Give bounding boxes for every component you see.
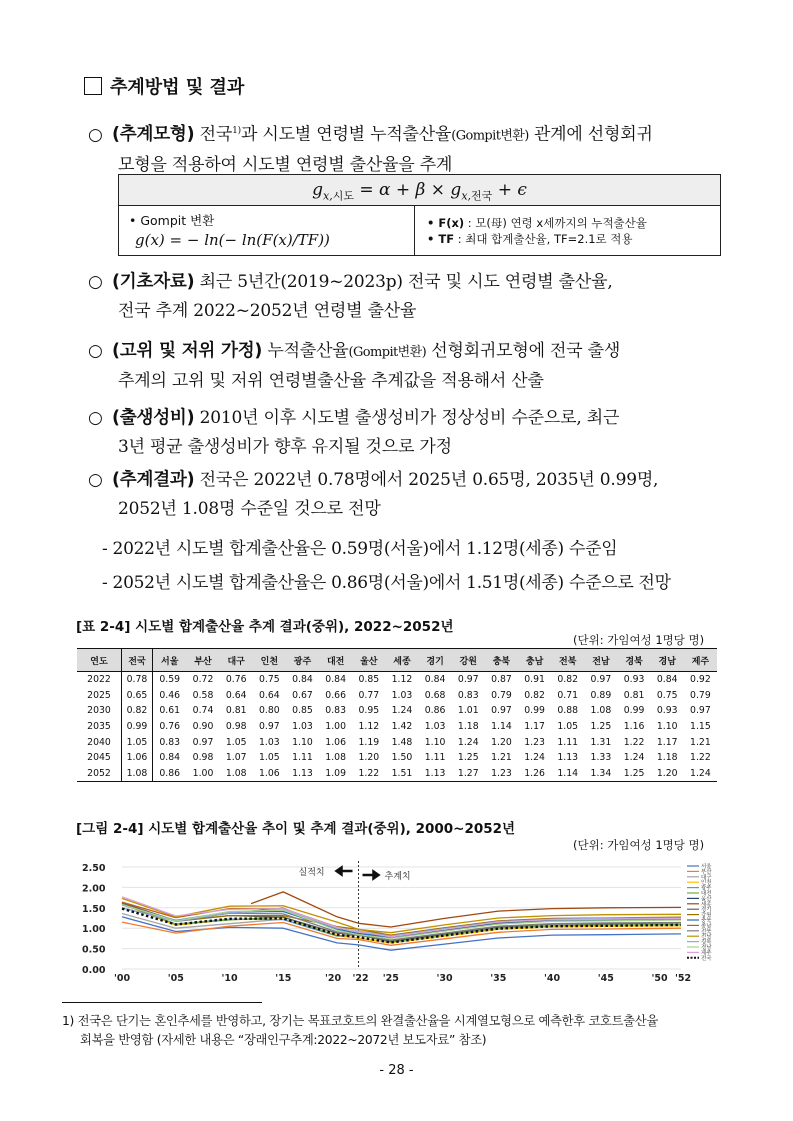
y-tick-label: 1.50 bbox=[82, 903, 106, 915]
table-cell: 1.13 bbox=[286, 766, 319, 782]
table-cell: 0.83 bbox=[325, 705, 346, 717]
y-tick-label: 0.50 bbox=[82, 944, 106, 956]
x-tick-label: '05 bbox=[167, 973, 184, 982]
table-cell: 1.20 bbox=[358, 752, 380, 764]
table-cell: 2025 bbox=[77, 688, 122, 704]
table-cell: 1.24 bbox=[524, 752, 545, 764]
circle-bullet-icon: ○ bbox=[88, 341, 103, 361]
circle-bullet-icon: ○ bbox=[88, 124, 103, 145]
table-cell: 0.87 bbox=[491, 674, 512, 686]
table-cell: 0.84 bbox=[656, 674, 678, 686]
table-cell: 0.72 bbox=[192, 674, 214, 686]
table-cell: 2052 bbox=[77, 766, 122, 782]
table-header-cell: 제주 bbox=[684, 649, 717, 672]
table-cell: 1.42 bbox=[391, 721, 413, 733]
table-cell: 1.26 bbox=[518, 766, 551, 782]
table-cell: 1.10 bbox=[424, 736, 446, 748]
circle-bullet-icon: ○ bbox=[88, 408, 103, 428]
table-row bbox=[77, 719, 717, 735]
table-header-cell: 서울 bbox=[153, 649, 187, 672]
right-arrow-icon bbox=[363, 872, 379, 879]
legend-label: 충북 bbox=[701, 918, 712, 924]
legend-label: 경북 bbox=[701, 939, 712, 946]
bullet-text: 과 시도별 연령별 누적출산율 bbox=[240, 124, 452, 145]
table-cell: 0.92 bbox=[690, 674, 711, 686]
table-cell: 0.82 bbox=[122, 703, 153, 719]
formula-value: : 모(母) 연령 x세까지의 누적출산율 bbox=[464, 216, 647, 230]
table-cell: 0.81 bbox=[225, 705, 247, 717]
checkbox-square-icon bbox=[84, 77, 102, 95]
table-caption: [표 2-4] 시도별 합계출산율 추계 결과(중위), 2022~2052년 bbox=[76, 619, 454, 635]
formula-main: $g_{x,시도} = \alpha + \beta \times g_{x,전국} + \epsilon$ bbox=[119, 175, 720, 206]
legend-label: 부산 bbox=[701, 869, 712, 876]
table-cell: 1.09 bbox=[319, 766, 352, 782]
table-cell: 0.97 bbox=[192, 736, 214, 748]
table-cell: 1.25 bbox=[617, 766, 650, 782]
table-row bbox=[77, 734, 717, 750]
table-cell: 1.05 bbox=[122, 734, 153, 750]
table-cell: 0.84 bbox=[424, 674, 446, 686]
table-cell: 0.81 bbox=[623, 689, 645, 701]
table-row bbox=[77, 766, 717, 782]
table-cell: 0.98 bbox=[192, 752, 214, 764]
table-header-cell: 전국 bbox=[122, 649, 153, 672]
table-cell: 0.74 bbox=[192, 705, 214, 717]
bullet-text: 2010년 이후 시도별 출생성비가 정상성비 수준으로, 최근 bbox=[194, 408, 620, 428]
table-header-cell: 전북 bbox=[551, 649, 584, 672]
formula-gompit bbox=[129, 211, 330, 249]
table-cell: 0.61 bbox=[159, 705, 181, 717]
table-cell: 0.91 bbox=[524, 674, 545, 686]
legend-label: 전남 bbox=[701, 934, 712, 941]
bullet-heading: (추계결과) bbox=[112, 470, 195, 490]
table-header-cell: 대구 bbox=[220, 649, 253, 672]
table-cell: 1.33 bbox=[590, 752, 612, 764]
table-cell: 0.82 bbox=[524, 689, 545, 701]
table-cell: 1.00 bbox=[325, 721, 346, 733]
table-cell: 0.86 bbox=[153, 766, 187, 782]
table-cell: 1.00 bbox=[186, 766, 219, 782]
table-cell: 1.03 bbox=[292, 721, 313, 733]
legend-label: 경남 bbox=[701, 945, 712, 951]
table-cell: 1.12 bbox=[391, 674, 413, 686]
table-cell: 1.48 bbox=[391, 736, 413, 748]
table-cell: 0.67 bbox=[292, 689, 313, 701]
formula-value: : 최대 합계출산율, TF=2.1로 적용 bbox=[454, 232, 633, 246]
table-cell: 1.06 bbox=[122, 750, 153, 766]
table-cell: 1.10 bbox=[656, 721, 678, 733]
table-cell: 1.08 bbox=[590, 705, 612, 717]
footnote-line: 1) 전국은 단기는 혼인추세를 반영하고, 장기는 목표코호트의 완결출산율을 시계열모형으로 예측한후 코호트출산율 bbox=[62, 1014, 658, 1028]
table-header-cell: 연도 bbox=[77, 649, 122, 672]
formula-key: • TF bbox=[427, 232, 455, 246]
x-tick-label: '35 bbox=[490, 973, 507, 982]
table-cell: 1.25 bbox=[590, 721, 612, 733]
table-cell: 2030 bbox=[77, 703, 122, 719]
bullet-text: (Gompit변환) bbox=[451, 128, 529, 144]
table-header-cell: 경기 bbox=[419, 649, 452, 672]
table-row bbox=[77, 672, 717, 688]
formula-key: • F(x) bbox=[427, 216, 465, 230]
table-cell: 1.31 bbox=[590, 736, 612, 748]
left-arrow-icon bbox=[337, 868, 353, 875]
bullet-hilo bbox=[88, 337, 728, 396]
legend-label: 전북 bbox=[701, 928, 712, 935]
table-cell: 1.17 bbox=[656, 736, 678, 748]
formula-equation: g(x) = − ln(− ln(F(x)/TF)) bbox=[135, 231, 330, 249]
x-tick-label: '00 bbox=[114, 973, 131, 982]
x-tick-label: '52 bbox=[675, 973, 692, 982]
actual-label: 실적치 bbox=[298, 868, 325, 878]
table-cell: 1.01 bbox=[457, 705, 479, 717]
table-header-cell: 울산 bbox=[352, 649, 385, 672]
table-cell: 1.22 bbox=[623, 736, 645, 748]
table-cell: 2035 bbox=[77, 719, 122, 735]
table-cell: 1.34 bbox=[584, 766, 617, 782]
footnote-rule bbox=[62, 1002, 262, 1003]
bullet-model bbox=[88, 117, 728, 180]
table-cell: 1.14 bbox=[551, 766, 584, 782]
legend-label: 광주 bbox=[701, 885, 712, 892]
table-cell: 1.13 bbox=[419, 766, 452, 782]
table-cell: 2040 bbox=[77, 734, 122, 750]
fertility-line-chart bbox=[76, 852, 726, 982]
bullet-heading: (고위 및 저위 가정) bbox=[112, 341, 263, 361]
table-cell: 1.20 bbox=[491, 736, 512, 748]
table-cell: 1.18 bbox=[656, 752, 678, 764]
table-header-cell: 전남 bbox=[584, 649, 617, 672]
table-row bbox=[77, 703, 717, 719]
table-cell: 0.98 bbox=[225, 721, 247, 733]
bullet-text: 3년 평균 출생성비가 향후 유지될 것으로 가정 bbox=[118, 437, 452, 457]
section-title bbox=[84, 73, 244, 99]
footnote-line: 회복을 반영함 (자세한 내용은 “장래인구추계:2022~2072년 보도자료” 참조) bbox=[80, 1033, 487, 1047]
projection-label: 추계치 bbox=[384, 872, 411, 882]
footnote-ref: 1) bbox=[232, 126, 241, 136]
table-row bbox=[77, 688, 717, 704]
formula-definitions bbox=[427, 215, 647, 247]
table-cell: 1.08 bbox=[325, 752, 346, 764]
table-cell: 1.51 bbox=[385, 766, 418, 782]
formula-box bbox=[118, 174, 721, 256]
table-cell: 1.05 bbox=[557, 721, 579, 733]
table-cell: 0.97 bbox=[690, 705, 711, 717]
table-cell: 1.22 bbox=[352, 766, 385, 782]
legend-label: 서울 bbox=[701, 864, 712, 870]
table-cell: 1.03 bbox=[391, 689, 413, 701]
figure-caption: [그림 2-4] 시도별 합계출산율 추이 및 추계 결과(중위), 2000~2052년 bbox=[76, 821, 516, 837]
table-cell: 0.58 bbox=[192, 689, 214, 701]
table-cell: 1.06 bbox=[253, 766, 286, 782]
y-tick-label: 2.50 bbox=[82, 863, 106, 874]
dash-item-2022: - 2022년 시도별 합계출산율은 0.59명(서울)에서 1.12명(세종) 수준임 bbox=[102, 539, 618, 559]
table-unit: (단위: 가임여성 1명당 명) bbox=[573, 633, 705, 647]
footnote bbox=[62, 1012, 742, 1050]
bullet-base bbox=[88, 268, 728, 326]
bullet-text: 전국은 2022년 0.78명에서 2025년 0.65명, 2035년 0.99명, bbox=[194, 470, 659, 490]
table-cell: 1.23 bbox=[485, 766, 518, 782]
legend-label: 경기 bbox=[701, 907, 712, 914]
table-cell: 0.99 bbox=[623, 705, 645, 717]
table-cell: 0.97 bbox=[491, 705, 512, 717]
table-cell: 0.68 bbox=[424, 689, 446, 701]
table-cell: 0.82 bbox=[557, 674, 579, 686]
table-cell: 1.10 bbox=[292, 736, 313, 748]
bullet-text: 관계에 선형회귀 bbox=[528, 124, 653, 145]
table-header-cell: 충남 bbox=[518, 649, 551, 672]
legend-label: 인천 bbox=[701, 880, 712, 887]
table-cell: 1.24 bbox=[391, 705, 413, 717]
table-cell: 0.59 bbox=[159, 674, 181, 686]
table-cell: 1.17 bbox=[524, 721, 545, 733]
table-cell: 0.99 bbox=[122, 719, 153, 735]
bullet-heading: (출생성비) bbox=[112, 408, 195, 428]
bullet-text: 모형을 적용하여 시도별 연령별 출산율을 추계 bbox=[118, 154, 453, 175]
table-cell: 1.22 bbox=[690, 752, 711, 764]
table-cell: 1.20 bbox=[651, 766, 684, 782]
table-cell: 2045 bbox=[77, 750, 122, 766]
table-body bbox=[77, 672, 717, 782]
table-header-cell: 강원 bbox=[452, 649, 485, 672]
bullet-result bbox=[88, 466, 728, 524]
table-cell: 1.24 bbox=[684, 766, 717, 782]
table-cell: 0.84 bbox=[325, 674, 346, 686]
x-tick-label: '45 bbox=[597, 973, 614, 982]
table-cell: 1.24 bbox=[457, 736, 479, 748]
table-cell: 1.03 bbox=[258, 736, 280, 748]
table-cell: 1.11 bbox=[424, 752, 446, 764]
table-cell: 0.75 bbox=[656, 689, 678, 701]
bullet-text: 누적출산율 bbox=[262, 341, 349, 361]
table-cell: 1.24 bbox=[623, 752, 645, 764]
figure-unit: (단위: 가임여성 1명당 명) bbox=[573, 838, 705, 852]
table-cell: 1.15 bbox=[690, 721, 711, 733]
x-tick-label: '50 bbox=[651, 973, 668, 982]
table-cell: 1.05 bbox=[225, 736, 247, 748]
table-cell: 0.97 bbox=[590, 674, 612, 686]
bullet-sex-ratio bbox=[88, 404, 728, 462]
bullet-text: 추계의 고위 및 저위 연령별출산율 추계값을 적용해서 산출 bbox=[118, 371, 544, 391]
x-tick-label: '10 bbox=[221, 973, 238, 982]
table-cell: 0.79 bbox=[690, 689, 711, 701]
legend-label: 울산 bbox=[701, 896, 712, 903]
bullet-text: 2052년 1.08명 수준일 것으로 전망 bbox=[118, 499, 381, 519]
table-cell: 1.23 bbox=[524, 736, 545, 748]
table-cell: 0.65 bbox=[122, 688, 153, 704]
table-cell: 0.83 bbox=[457, 689, 479, 701]
legend-label: 강원 bbox=[701, 912, 712, 919]
formula-label: • Gompit 변환 bbox=[129, 213, 215, 228]
table-header-cell: 세종 bbox=[385, 649, 418, 672]
table-cell: 0.97 bbox=[457, 674, 479, 686]
table-cell: 0.64 bbox=[225, 689, 247, 701]
legend-label: 대구 bbox=[701, 874, 712, 881]
y-tick-label: 0.00 bbox=[82, 965, 106, 976]
table-cell: 1.27 bbox=[452, 766, 485, 782]
table-cell: 1.14 bbox=[491, 721, 512, 733]
table-cell: 0.85 bbox=[358, 674, 380, 686]
bullet-text: 선형회귀모형에 전국 출생 bbox=[426, 341, 621, 361]
bullet-heading: (기초자료) bbox=[112, 272, 195, 292]
table-cell: 0.79 bbox=[491, 689, 512, 701]
table-cell: 0.64 bbox=[258, 689, 280, 701]
table-cell: 0.77 bbox=[358, 689, 380, 701]
table-header-cell: 인천 bbox=[253, 649, 286, 672]
table-header-cell: 광주 bbox=[286, 649, 319, 672]
table-cell: 0.99 bbox=[524, 705, 545, 717]
table-cell: 1.16 bbox=[623, 721, 645, 733]
table-cell: 0.85 bbox=[292, 705, 313, 717]
table-cell: 0.84 bbox=[292, 674, 313, 686]
table-header-cell: 경북 bbox=[617, 649, 650, 672]
x-tick-label: '22 bbox=[352, 973, 369, 982]
table-cell: 0.71 bbox=[557, 689, 579, 701]
table-cell: 1.08 bbox=[122, 766, 153, 782]
page-number: - 28 - bbox=[379, 1063, 414, 1078]
y-tick-label: 1.00 bbox=[82, 924, 106, 936]
table-cell: 0.93 bbox=[656, 705, 678, 717]
x-tick-label: '40 bbox=[544, 973, 561, 982]
bullet-text: 전국 bbox=[199, 124, 233, 145]
table-cell: 1.50 bbox=[391, 752, 413, 764]
bullet-text: 전국 추계 2022~2052년 연령별 출산율 bbox=[118, 301, 417, 321]
table-cell: 0.80 bbox=[258, 705, 280, 717]
table-header-cell: 충북 bbox=[485, 649, 518, 672]
table-cell: 1.03 bbox=[424, 721, 446, 733]
table-cell: 0.66 bbox=[325, 689, 346, 701]
x-tick-label: '30 bbox=[436, 973, 453, 982]
table-cell: 1.21 bbox=[690, 736, 711, 748]
x-tick-label: '15 bbox=[275, 973, 292, 982]
table-cell: 1.06 bbox=[325, 736, 346, 748]
legend-label: 세종 bbox=[701, 901, 712, 908]
table-header-cell: 부산 bbox=[186, 649, 219, 672]
bullet-text: 최근 5년간(2019~2023p) 전국 및 시도 연령별 출산율, bbox=[194, 272, 613, 292]
legend-label: 전국 bbox=[701, 955, 712, 962]
section-title-text: 추계방법 및 결과 bbox=[110, 77, 245, 98]
table-cell: 0.89 bbox=[590, 689, 612, 701]
bullet-text: (Gompit변환) bbox=[348, 345, 427, 360]
table-cell: 0.76 bbox=[159, 721, 181, 733]
fertility-table bbox=[77, 648, 717, 782]
dash-item-2052: - 2052년 시도별 합계출산율은 0.86명(서울)에서 1.51명(세종) 수준으로 전망 bbox=[102, 573, 671, 593]
table-cell: 0.90 bbox=[192, 721, 214, 733]
table-header-cell: 대전 bbox=[319, 649, 352, 672]
formula-divider bbox=[414, 206, 415, 255]
table-cell: 1.12 bbox=[358, 721, 380, 733]
table-cell: 0.78 bbox=[122, 672, 153, 688]
circle-bullet-icon: ○ bbox=[88, 272, 103, 292]
legend-label: 대전 bbox=[701, 891, 712, 897]
table-cell: 1.11 bbox=[557, 736, 579, 748]
table-header-cell: 경남 bbox=[651, 649, 684, 672]
x-tick-label: '25 bbox=[382, 973, 399, 982]
table-cell: 1.11 bbox=[292, 752, 313, 764]
x-tick-label: '20 bbox=[325, 973, 342, 982]
legend-label: 충남 bbox=[701, 923, 712, 930]
table-cell: 1.18 bbox=[457, 721, 479, 733]
table-cell: 1.08 bbox=[220, 766, 253, 782]
table-cell: 0.46 bbox=[159, 689, 181, 701]
table-cell: 0.93 bbox=[623, 674, 645, 686]
table-cell: 0.97 bbox=[258, 721, 280, 733]
table-cell: 1.21 bbox=[491, 752, 512, 764]
table-cell: 0.75 bbox=[258, 674, 280, 686]
table-cell: 2022 bbox=[77, 672, 122, 688]
table-row bbox=[77, 750, 717, 766]
table-cell: 1.13 bbox=[557, 752, 579, 764]
table-cell: 1.07 bbox=[225, 752, 247, 764]
table-cell: 0.95 bbox=[358, 705, 380, 717]
bullet-heading: (추계모형) bbox=[112, 124, 195, 145]
table-cell: 1.25 bbox=[457, 752, 479, 764]
table-cell: 0.86 bbox=[424, 705, 446, 717]
table-cell: 0.84 bbox=[159, 752, 181, 764]
table-cell: 0.88 bbox=[557, 705, 579, 717]
table-cell: 0.76 bbox=[225, 674, 247, 686]
table-header-row bbox=[77, 649, 717, 672]
legend-label: 제주 bbox=[701, 950, 712, 957]
table-cell: 1.19 bbox=[358, 736, 380, 748]
y-tick-label: 2.00 bbox=[82, 883, 106, 895]
table-cell: 1.05 bbox=[258, 752, 280, 764]
circle-bullet-icon: ○ bbox=[88, 470, 103, 490]
table-cell: 0.83 bbox=[159, 736, 181, 748]
